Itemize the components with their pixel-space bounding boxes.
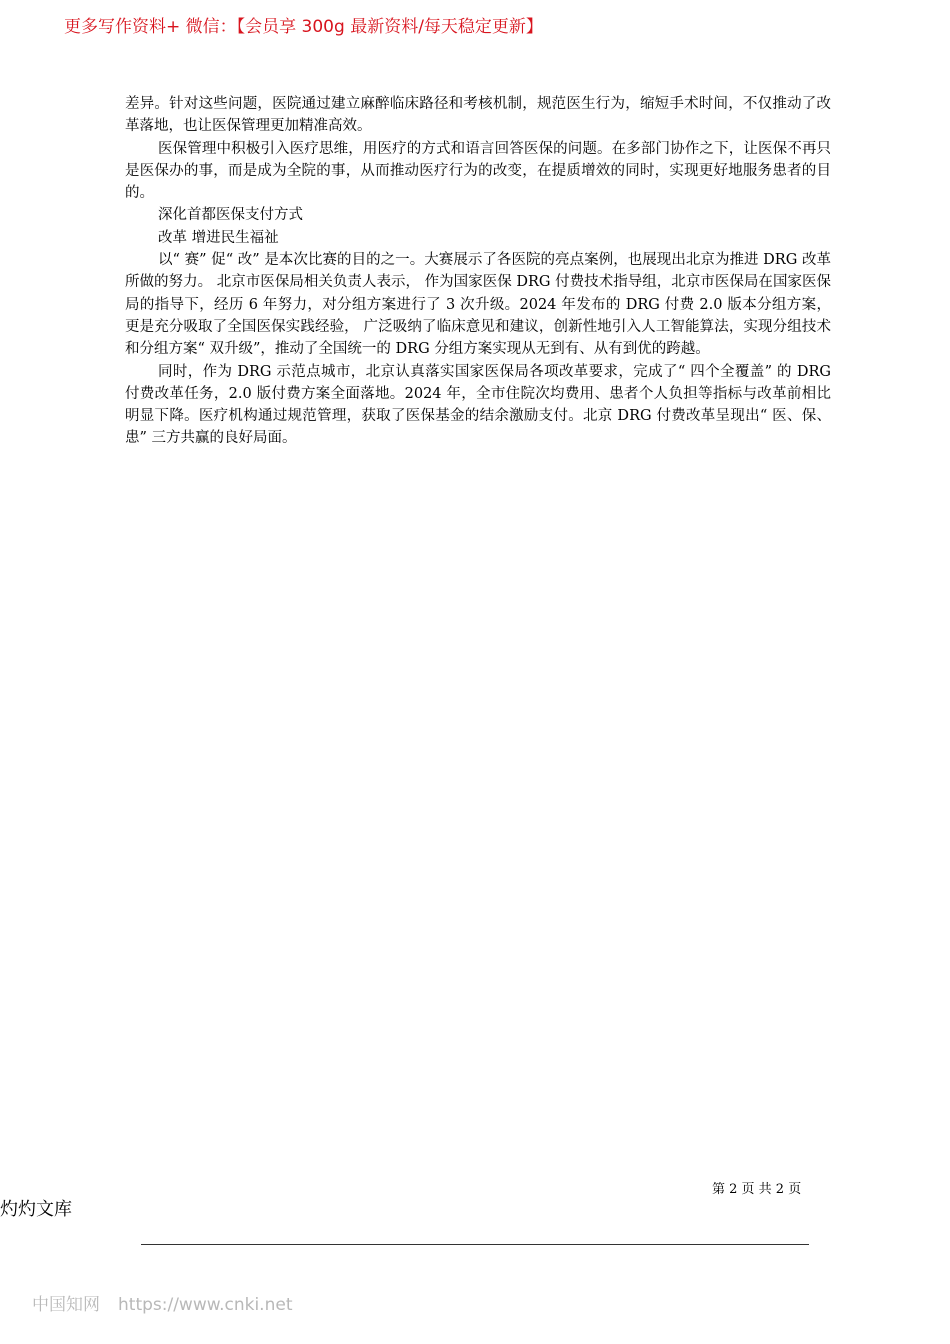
watermark bbox=[32, 1293, 292, 1317]
top-promo-banner: 更多写作资料+ 微信：【会员享 300g 最新资料/每天稳定更新】 bbox=[64, 17, 543, 37]
watermark-url: https://www.cnki.net bbox=[118, 1295, 293, 1315]
watermark-name: 中国知网 bbox=[32, 1295, 100, 1315]
paragraph: 医保管理中积极引入医疗思维，用医疗的方式和语言回答医保的问题。在多部门协作之下，让医保不再只是医保办的事，而是成为全院的事，从而推动医疗行为的改变，在提质增效的同时，实现更好地服务患者的目的。 bbox=[125, 140, 831, 202]
section-heading-line: 深化首都医保支付方式 bbox=[158, 207, 303, 224]
paragraph: 差异。针对这些问题，医院通过建立麻醉临床路径和考核机制，规范医生行为，缩短手术时间，不仅推动了改革落地，也让医保管理更加精准高效。 bbox=[125, 96, 831, 135]
paragraph: 同时，作为 DRG 示范点城市，北京认真落实国家医保局各项改革要求，完成了“ 四个全覆盖” 的 DRG 付费改革任务，2.0 版付费方案全面落地。2024 年，全市住院次均费用、患者个人负担等指标与改革前相比明显下降。医疗机构通过规范管理，获取了医保基金的结余激励支付。北京 DRG 付费改革呈现出“ 医、保、患” 三方共赢的良好局面。 bbox=[125, 363, 831, 447]
footer-divider bbox=[141, 1244, 809, 1245]
document-body bbox=[125, 93, 831, 450]
page-number: 第 2 页 共 2 页 bbox=[712, 1182, 802, 1197]
library-name: 灼灼文库 bbox=[0, 1199, 72, 1220]
section-heading-line: 改革 增进民生福祉 bbox=[158, 229, 279, 246]
paragraph: 以“ 赛” 促“ 改” 是本次比赛的目的之一。大赛展示了各医院的亮点案例，也展现出北京为推进 DRG 改革所做的努力。 北京市医保局相关负责人表示， 作为国家医保 DRG 付费技术指导组，北京市医保局在国家医保局的指导下，经历 6 年努力，对分组方案进行了 3 次升级。2024 年发布的 DRG 付费 2.0 版本分组方案， 更是充分吸取了全国医保实践经验， 广泛吸纳了临床意见和建议，创新性地引入人工智能算法，实现分组技术和分组方案“ 双升级”，推动了全国统一的 DRG 分组方案实现从无到有、从有到优的跨越。 bbox=[125, 252, 831, 358]
